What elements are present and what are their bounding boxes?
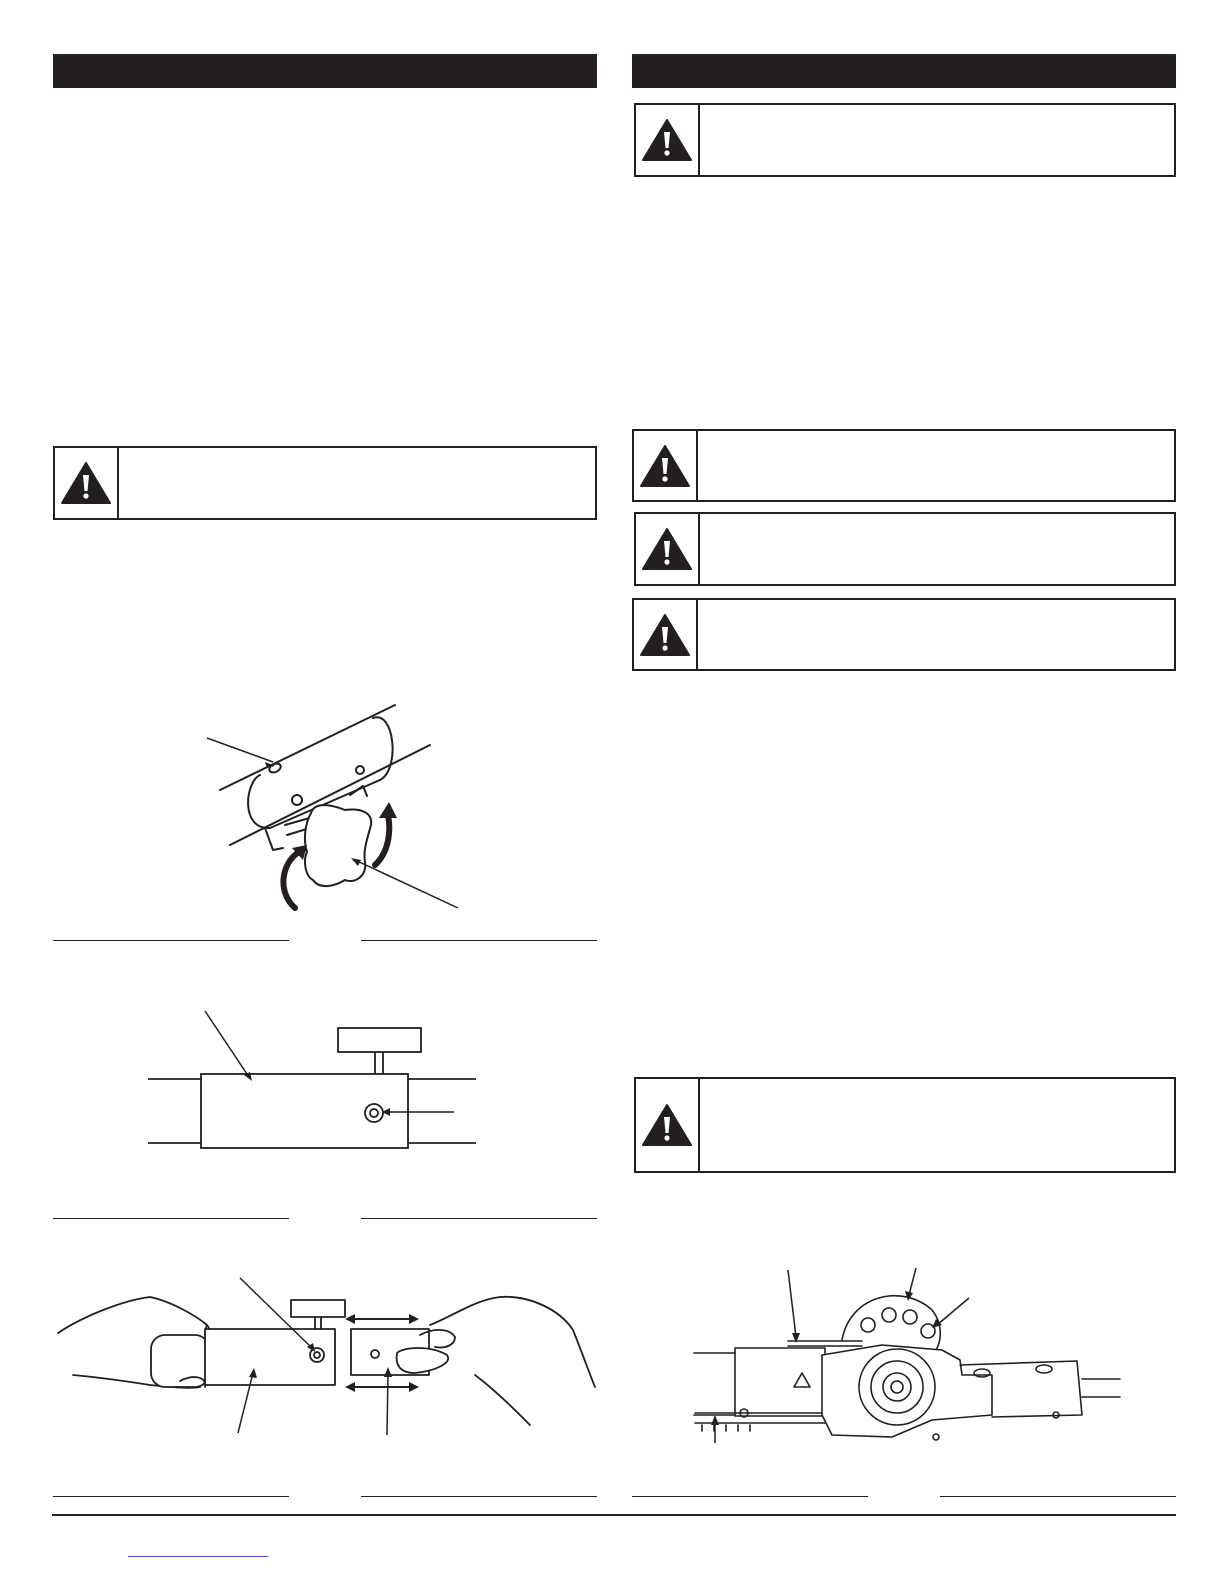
figure-2-rule-left: [53, 1218, 289, 1219]
right-warning-box-3: [634, 512, 1176, 586]
warning-icon-cell: [55, 448, 119, 518]
right-section-header: [632, 54, 1176, 88]
figure-3-rule-right: [361, 1496, 597, 1497]
footer-link-underline[interactable]: [128, 1556, 268, 1557]
figure-1-rule-right: [361, 940, 597, 941]
warning-triangle-icon: [641, 118, 693, 162]
figure-2-rule-right: [361, 1218, 597, 1219]
figure-4-rule-left: [632, 1496, 868, 1497]
right-warning-box-4: [632, 598, 1176, 671]
figure-1-knob-illustration: [195, 700, 475, 915]
figure-2-coupler-illustration: [140, 1005, 480, 1155]
right-warning-box-2: [632, 429, 1176, 502]
warning-triangle-icon: [639, 613, 691, 657]
left-warning-box: [53, 446, 597, 520]
warning-triangle-icon: [641, 1103, 693, 1147]
footer-divider: [52, 1514, 1176, 1516]
left-section-header: [53, 54, 597, 88]
figure-3-hands-illustration: [55, 1275, 600, 1445]
figure-3-rule-left: [53, 1496, 289, 1497]
right-warning-box-5: [634, 1077, 1176, 1173]
right-warning-box-1: [634, 103, 1176, 177]
figure-1-rule-left: [53, 940, 289, 941]
warning-triangle-icon: [60, 461, 112, 505]
warning-triangle-icon: [639, 444, 691, 488]
warning-triangle-icon: [641, 527, 693, 571]
figure-4-attachment-illustration: [692, 1265, 1122, 1445]
figure-4-rule-right: [940, 1496, 1176, 1497]
